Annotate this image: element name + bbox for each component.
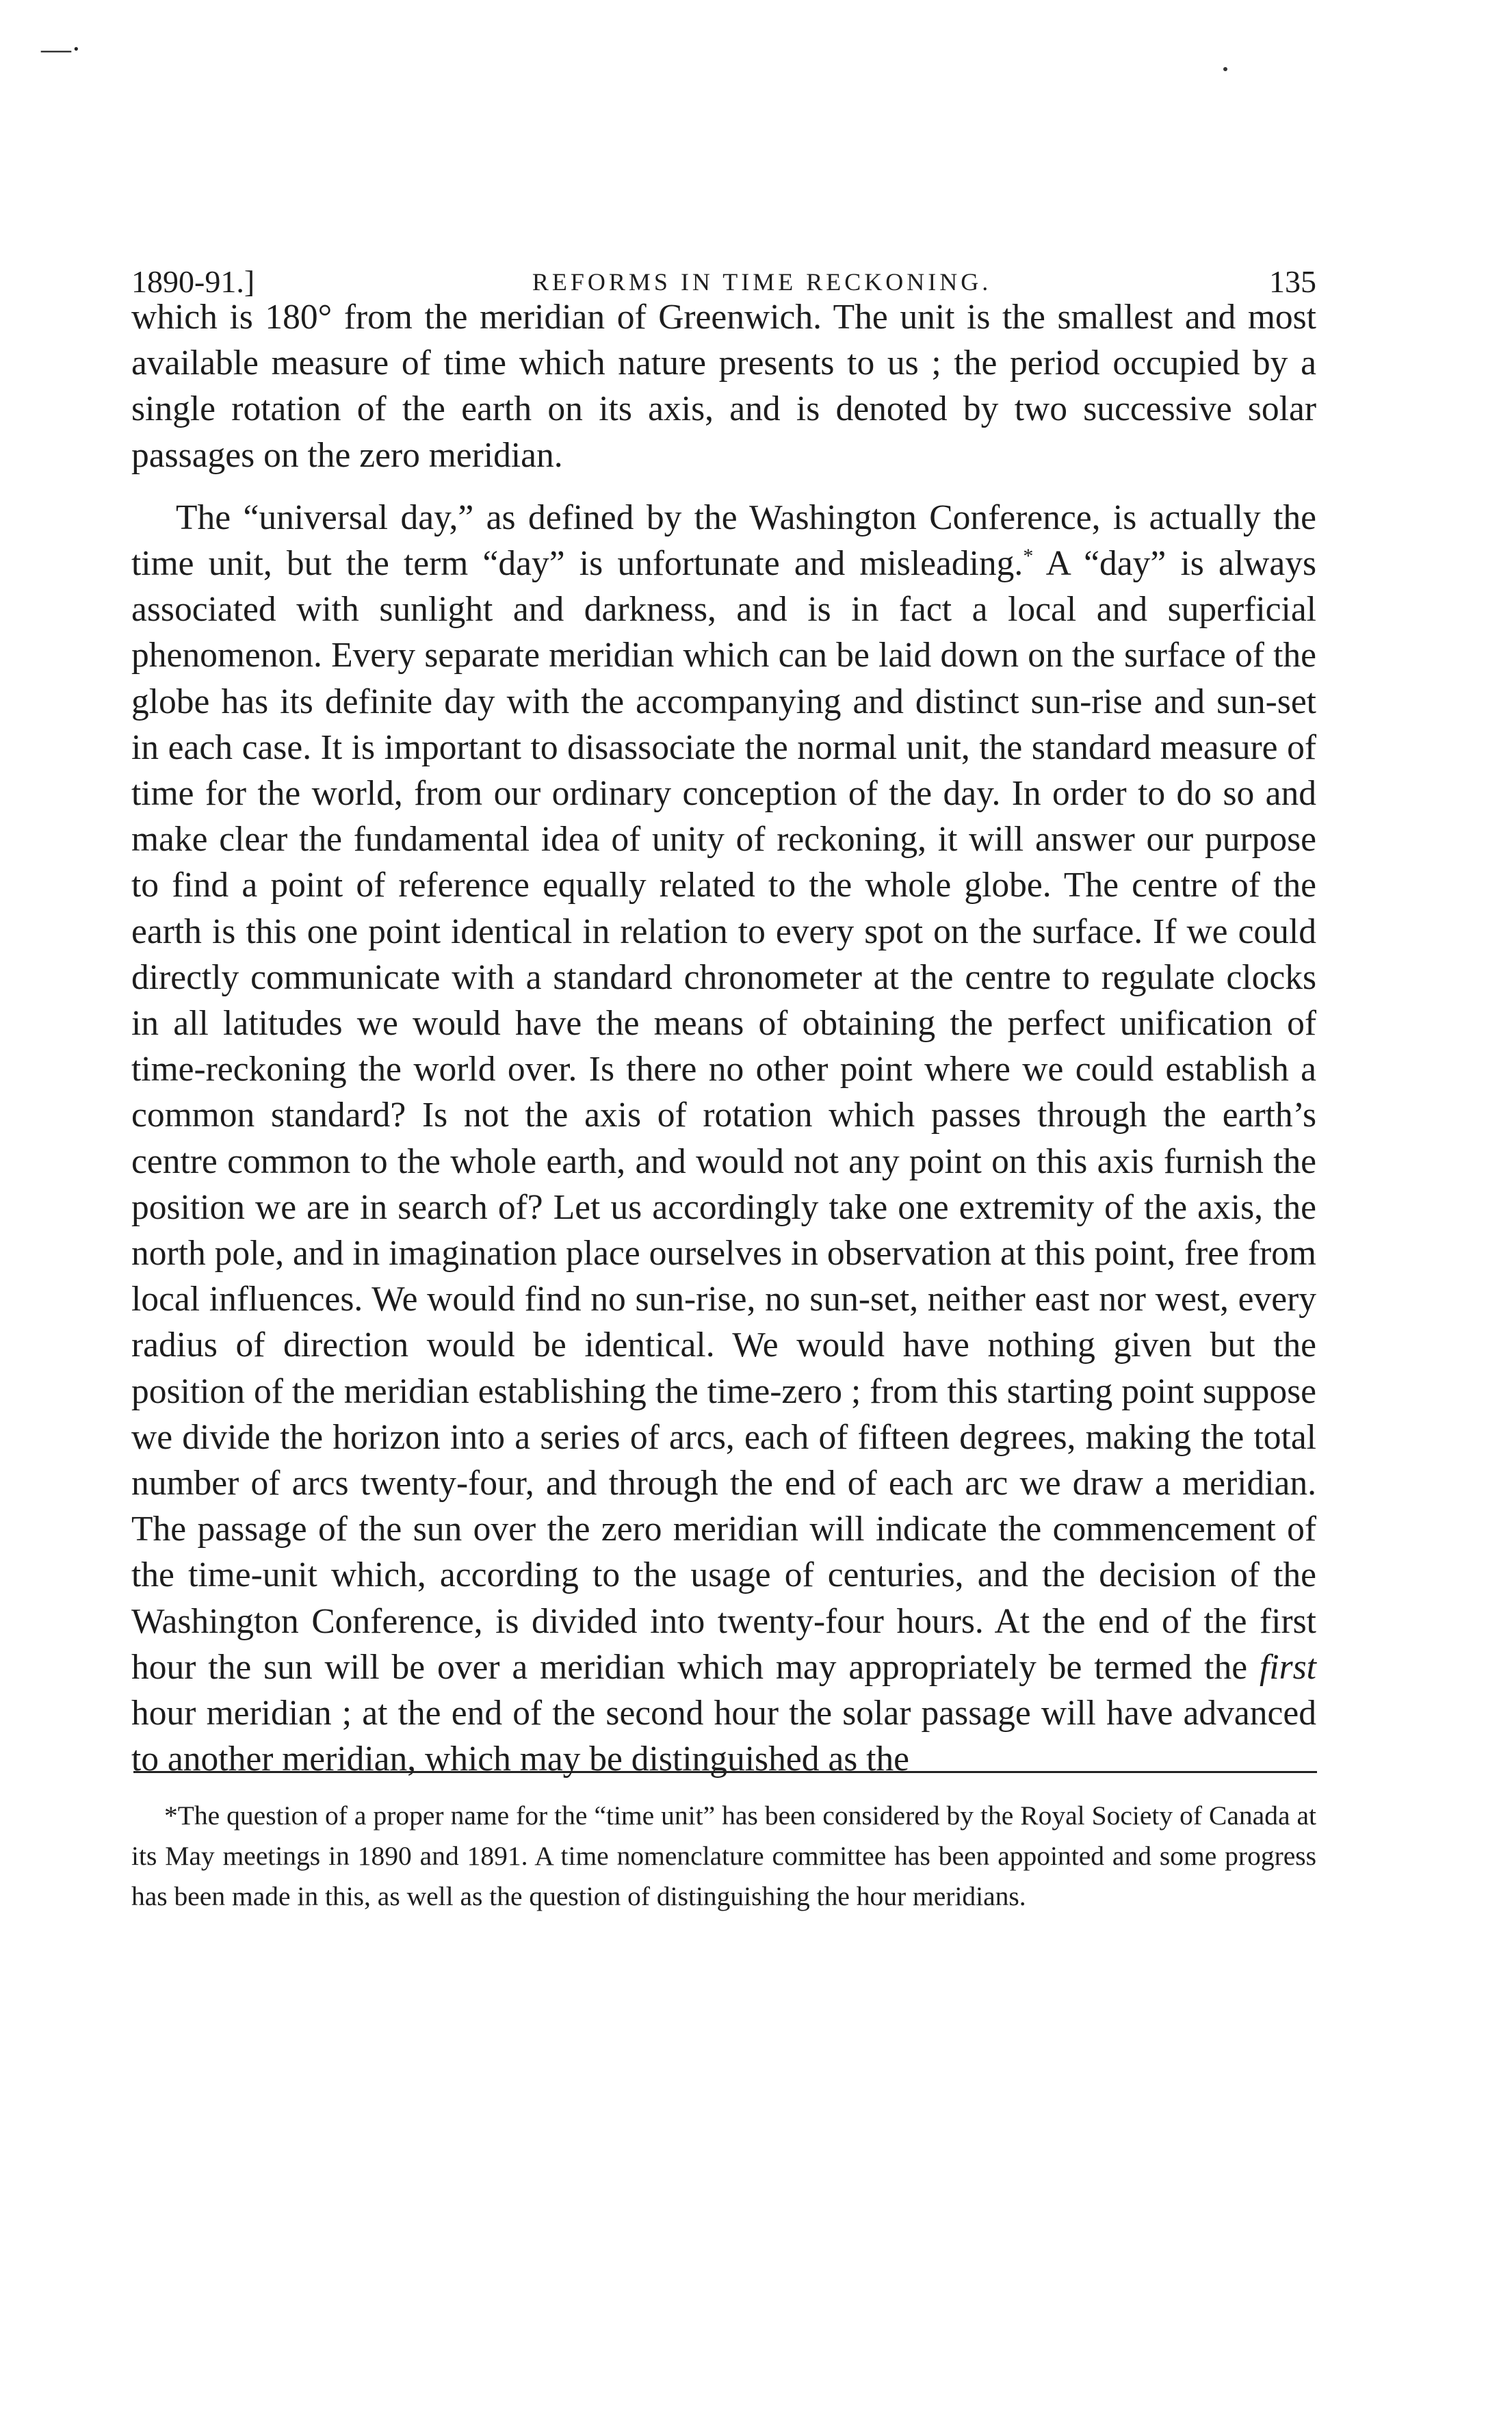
body-text <box>131 294 1316 1783</box>
running-head-title: REFORMS IN TIME RECKONING. <box>532 268 992 296</box>
corner-mark: —· <box>41 32 81 66</box>
paragraph-1: which is 180° from the meridian of Greenwich. The unit is the smallest and most available measure of time which nature presents to us ; the period occupied by a single rotation of the earth on its axis, and is denoted by two successive solar passages on the zero meridian. <box>131 298 1316 475</box>
paragraph-2-text-b: A “day” is always associated with sunlight and darkness, and is in fact a local and superficial phenomenon. Every separate meridian which can be laid down on the surface of the globe has its definite day with the accompanying and distinct sun-rise and sun-set in each case. It is important to disassociate the normal unit, the standard measure of time for the world, from our ordinary conception of the day. In order to do so and make clear the fundamental idea of unity of reckoning, it will answer our purpose to find a point of reference equally related to the whole globe. The centre of the earth is this one point identical in relation to every spot on the surface. If we could directly communicate with a standard chronometer at the centre to regulate clocks in all latitudes we would have the means of obtaining the perfect unification of time-reckoning the world over. Is there no other point where we could establish a common standard? Is not the axis of rotation which passes through the earth’s centre common to the whole earth, and would not any point on this axis furnish the position we are in search of? Let us accordingly take one extremity of the axis, the north pole, and in imagination place ourselves in observation at this point, free from local influences. We would find no sun-rise, no sun-set, neither east nor west, every radius of direction would be identical. We would have nothing given but the position of the meridian establishing the time-zero ; from this starting point suppose we divide the horizon into a series of arcs, each of fifteen degrees, making the total number of arcs twenty-four, and through the end of each arc we draw a meridian. The passage of the sun over the zero meridian will indicate the commencement of the time-unit which, according to the usage of centuries, and the decision of the Washington Conference, is divided into twenty-four hours. At the end of the first hour the sun will be over a meridian which may appropriately be termed the <box>131 544 1316 1687</box>
running-head-year: 1890-91.] <box>131 264 255 299</box>
scan-speck <box>1223 67 1227 71</box>
paragraph-2-text-c: hour meridian ; at the end of the second hour the solar passage will have advanced to another meridian, which may be distinguished as the <box>131 1694 1316 1779</box>
page-number: 135 <box>1268 264 1316 299</box>
italic-word-first: first <box>1259 1647 1316 1687</box>
footnote-reference[interactable]: * <box>1023 544 1034 567</box>
footnote-text: The question of a proper name for the “time unit” has been considered by the Royal Society of Canada at its May meetings in 1890 and 1891. A time nomenclature committee has been appointed and some progress has been made in this, as well as the question of distinguishing the hour meridians. <box>131 1800 1316 1911</box>
footnote-paragraph <box>131 1796 1316 1917</box>
footnote <box>131 1796 1316 1917</box>
paragraph-2-text-a: The “universal day,” as defined by the Washington Conference, is actually the time unit, but the term “day” is unfortunate and misleading. <box>131 497 1316 584</box>
footnote-divider <box>133 1771 1317 1773</box>
paragraph-2 <box>131 495 1316 1783</box>
footnote-marker: * <box>164 1800 178 1831</box>
